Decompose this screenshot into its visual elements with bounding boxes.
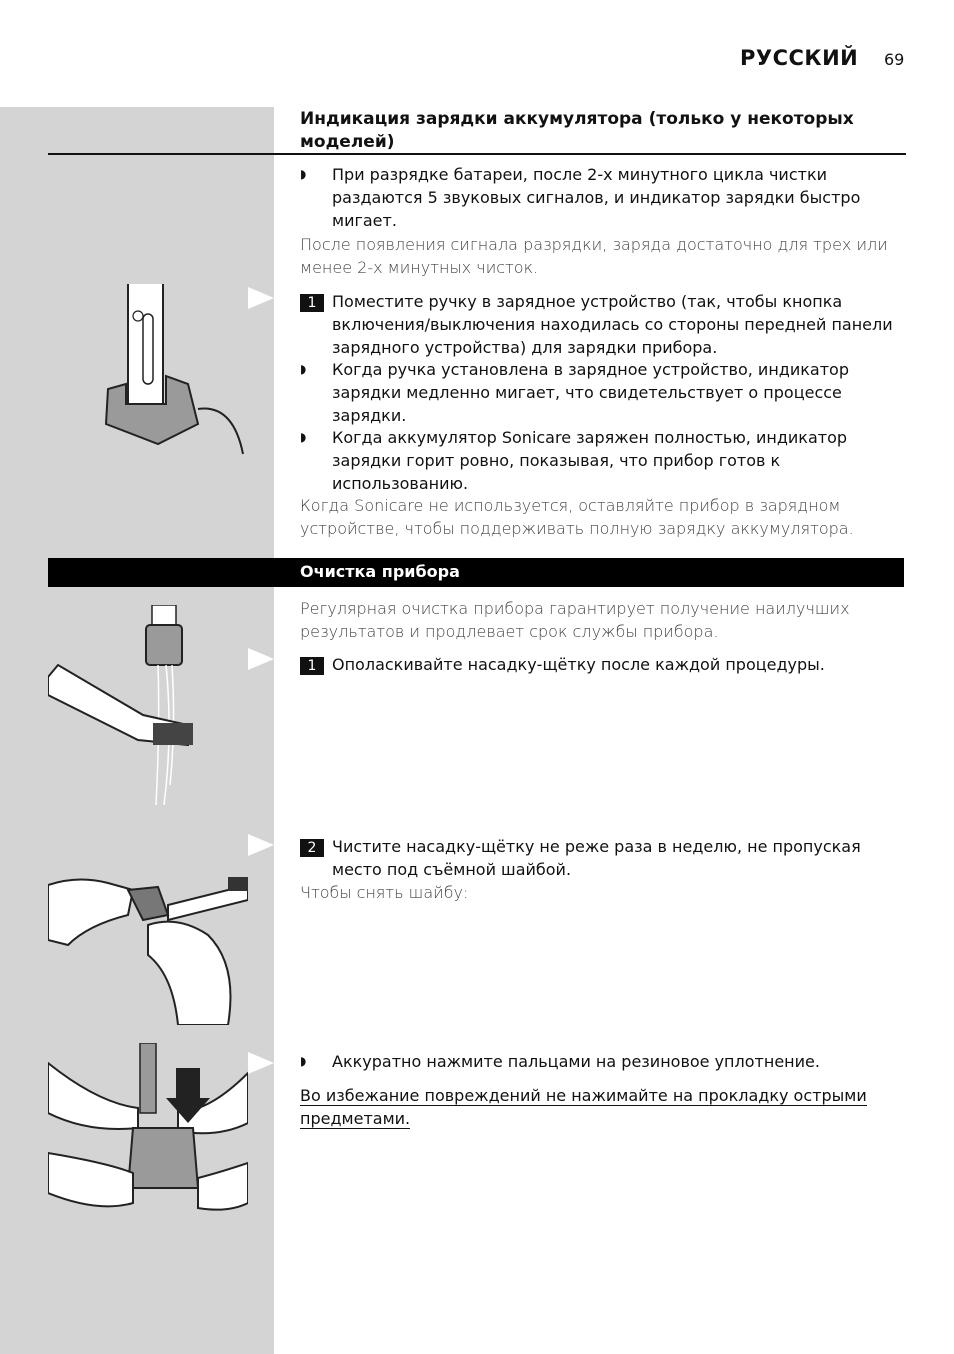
step-number-badge: 2	[300, 835, 322, 858]
step-text: Ополаскивайте насадку-щётку после каждой процедуры.	[332, 655, 825, 674]
section-title-cleaning: Очистка прибора	[300, 562, 460, 581]
note-paragraph: Чтобы снять шайбу:	[300, 883, 469, 902]
language-header: РУССКИЙ	[740, 46, 859, 70]
warning-text: Во избежание повреждений не нажимайте на прокладку острыми предметами.	[300, 1086, 867, 1128]
step-item	[300, 653, 906, 676]
note-paragraph: После появления сигнала разрядки, заряда достаточно для трех или менее 2-х минутных чисток.	[300, 235, 888, 277]
press-seal-illustration	[48, 1043, 248, 1243]
step-number-badge: 1	[300, 653, 322, 676]
bullet-item	[300, 426, 906, 495]
page-number: 69	[884, 50, 905, 69]
triangle-bullet-icon: ◗	[300, 1054, 307, 1068]
note-paragraph: Когда Sonicare не используется, оставляйте прибор в зарядном устройстве, чтобы поддерживать полную зарядку аккумулятора.	[300, 496, 854, 538]
section-divider	[48, 153, 906, 155]
step-item	[300, 290, 906, 359]
section-title-battery: Индикация зарядки аккумулятора (только у некоторых моделей)	[300, 109, 854, 152]
brush-head-cleaning-illustration	[48, 825, 248, 1025]
illustration-pointer	[248, 1052, 274, 1074]
illustration-pointer	[248, 287, 274, 309]
charger-illustration	[48, 284, 248, 484]
bullet-text: Когда ручка установлена в зарядное устройство, индикатор зарядки медленно мигает, что свидетельствует о процессе зарядки.	[332, 360, 849, 425]
illustration-pointer	[248, 834, 274, 856]
bullet-item	[300, 358, 906, 427]
section-bar-cleaning	[48, 558, 904, 587]
bullet-text: При разрядке батареи, после 2-х минутного цикла чистки раздаются 5 звуковых сигналов, и индикатор зарядки быстро мигает.	[332, 165, 861, 230]
step-number-badge: 1	[300, 290, 322, 313]
step-text: Поместите ручку в зарядное устройство (так, чтобы кнопка включения/выключения находилась со стороны передней панели зарядного устройства) для зарядки прибора.	[332, 292, 893, 357]
bullet-item	[300, 163, 906, 232]
step-item	[300, 835, 906, 881]
bullet-item	[300, 1050, 906, 1073]
triangle-bullet-icon: ◗	[300, 430, 307, 444]
intro-paragraph: Регулярная очистка прибора гарантирует получение наилучших результатов и продлевает срок службы прибора.	[300, 599, 850, 641]
illustration-pointer	[248, 648, 274, 670]
bullet-text: Когда аккумулятор Sonicare заряжен полностью, индикатор зарядки горит ровно, показывая, что прибор готов к использованию.	[332, 428, 848, 493]
triangle-bullet-icon: ◗	[300, 362, 307, 376]
warning-note	[300, 1084, 890, 1130]
step-text: Чистите насадку-щётку не реже раза в неделю, не пропуская место под съёмной шайбой.	[332, 837, 861, 879]
triangle-bullet-icon: ◗	[300, 167, 307, 181]
rinse-illustration	[48, 605, 248, 805]
bullet-text: Аккуратно нажмите пальцами на резиновое уплотнение.	[332, 1052, 820, 1071]
